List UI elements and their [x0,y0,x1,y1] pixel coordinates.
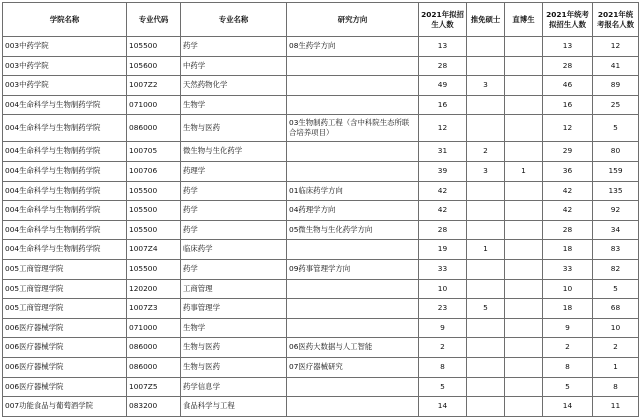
cell-exam-enrollment: 29 [543,142,593,162]
cell-college: 004生命科学与生物制药学院 [3,220,127,240]
cell-recommended-master [467,95,505,115]
cell-exam-applicants: 5 [593,279,639,299]
header-row [3,3,639,37]
cell-college: 005工商管理学院 [3,299,127,319]
cell-research-direction [287,397,419,417]
cell-recommended-master [467,56,505,76]
cell-research-direction [287,377,419,397]
header-recommended-master: 推免硕士 [467,3,505,37]
cell-recommended-master: 2 [467,142,505,162]
cell-recommended-master [467,201,505,221]
cell-college: 006医疗器械学院 [3,338,127,358]
cell-planned-enrollment: 42 [419,201,467,221]
cell-major-name: 药事管理学 [181,299,287,319]
cell-direct-phd [505,279,543,299]
cell-research-direction: 09药事管理学方向 [287,259,419,279]
cell-research-direction [287,142,419,162]
table-row [3,201,639,221]
cell-planned-enrollment: 28 [419,220,467,240]
cell-planned-enrollment: 9 [419,318,467,338]
cell-major-code: 083200 [127,397,181,417]
header-major-name: 专业名称 [181,3,287,37]
cell-research-direction [287,56,419,76]
cell-planned-enrollment: 8 [419,357,467,377]
cell-college: 005工商管理学院 [3,259,127,279]
header-planned-enrollment: 2021年拟招生人数 [419,3,467,37]
cell-research-direction [287,299,419,319]
table-row [3,95,639,115]
cell-major-code: 105500 [127,201,181,221]
cell-college: 004生命科学与生物制药学院 [3,95,127,115]
cell-direct-phd [505,201,543,221]
cell-research-direction: 04药理学方向 [287,201,419,221]
cell-major-name: 生物与医药 [181,338,287,358]
cell-major-code: 086000 [127,115,181,142]
cell-direct-phd [505,299,543,319]
cell-major-name: 药学 [181,37,287,57]
table-row [3,318,639,338]
cell-exam-applicants: 12 [593,37,639,57]
cell-major-name: 药理学 [181,161,287,181]
cell-exam-enrollment: 14 [543,397,593,417]
table-row [3,56,639,76]
cell-exam-applicants: 89 [593,76,639,96]
cell-direct-phd [505,357,543,377]
cell-major-code: 1007Z2 [127,76,181,96]
cell-direct-phd [505,76,543,96]
cell-major-name: 生物学 [181,318,287,338]
cell-planned-enrollment: 2 [419,338,467,358]
table-row [3,76,639,96]
cell-major-code: 120200 [127,279,181,299]
cell-major-code: 1007Z5 [127,377,181,397]
cell-recommended-master [467,357,505,377]
cell-college: 004生命科学与生物制药学院 [3,181,127,201]
cell-recommended-master [467,259,505,279]
cell-exam-applicants: 41 [593,56,639,76]
cell-research-direction: 06医药大数据与人工智能 [287,338,419,358]
cell-major-code: 105600 [127,56,181,76]
cell-exam-enrollment: 36 [543,161,593,181]
cell-exam-enrollment: 42 [543,201,593,221]
cell-college: 006医疗器械学院 [3,377,127,397]
cell-exam-enrollment: 18 [543,299,593,319]
cell-major-code: 1007Z4 [127,240,181,260]
cell-exam-applicants: 83 [593,240,639,260]
cell-planned-enrollment: 13 [419,37,467,57]
cell-exam-enrollment: 28 [543,220,593,240]
cell-recommended-master [467,279,505,299]
table-row [3,338,639,358]
cell-exam-applicants: 68 [593,299,639,319]
cell-major-code: 105500 [127,181,181,201]
table-row [3,115,639,142]
cell-research-direction: 03生物制药工程（含中科院生态所联合培养项目） [287,115,419,142]
cell-recommended-master [467,181,505,201]
table-row [3,220,639,240]
table-row [3,397,639,417]
cell-major-name: 药学信息学 [181,377,287,397]
cell-exam-applicants: 2 [593,338,639,358]
cell-major-name: 食品科学与工程 [181,397,287,417]
cell-exam-enrollment: 12 [543,115,593,142]
cell-major-name: 临床药学 [181,240,287,260]
cell-college: 004生命科学与生物制药学院 [3,240,127,260]
cell-research-direction: 08生药学方向 [287,37,419,57]
cell-major-name: 微生物与生化药学 [181,142,287,162]
cell-planned-enrollment: 10 [419,279,467,299]
cell-recommended-master [467,220,505,240]
table-row [3,259,639,279]
header-college: 学院名称 [3,3,127,37]
cell-research-direction: 01临床药学方向 [287,181,419,201]
cell-planned-enrollment: 33 [419,259,467,279]
cell-planned-enrollment: 19 [419,240,467,260]
table-row [3,142,639,162]
header-research-direction: 研究方向 [287,3,419,37]
cell-major-name: 药学 [181,259,287,279]
cell-major-code: 105500 [127,220,181,240]
cell-major-code: 086000 [127,357,181,377]
cell-major-code: 071000 [127,95,181,115]
cell-major-name: 生物与医药 [181,357,287,377]
cell-planned-enrollment: 14 [419,397,467,417]
cell-direct-phd [505,95,543,115]
cell-recommended-master: 5 [467,299,505,319]
cell-college: 003中药学院 [3,56,127,76]
cell-research-direction [287,76,419,96]
cell-research-direction [287,318,419,338]
cell-research-direction [287,279,419,299]
admissions-table [2,2,639,417]
cell-college: 004生命科学与生物制药学院 [3,161,127,181]
cell-planned-enrollment: 12 [419,115,467,142]
cell-exam-enrollment: 13 [543,37,593,57]
cell-exam-enrollment: 16 [543,95,593,115]
cell-exam-applicants: 10 [593,318,639,338]
cell-exam-enrollment: 10 [543,279,593,299]
cell-direct-phd [505,318,543,338]
cell-exam-enrollment: 8 [543,357,593,377]
cell-recommended-master [467,318,505,338]
header-exam-enrollment: 2021年统考拟招生人数 [543,3,593,37]
table-row [3,181,639,201]
cell-exam-enrollment: 2 [543,338,593,358]
cell-planned-enrollment: 42 [419,181,467,201]
cell-major-name: 中药学 [181,56,287,76]
cell-recommended-master: 1 [467,240,505,260]
cell-major-code: 1007Z3 [127,299,181,319]
cell-planned-enrollment: 31 [419,142,467,162]
cell-planned-enrollment: 23 [419,299,467,319]
cell-direct-phd [505,259,543,279]
cell-exam-enrollment: 42 [543,181,593,201]
cell-college: 007功能食品与葡萄酒学院 [3,397,127,417]
cell-college: 004生命科学与生物制药学院 [3,201,127,221]
cell-direct-phd [505,377,543,397]
cell-direct-phd: 1 [505,161,543,181]
cell-exam-applicants: 159 [593,161,639,181]
cell-exam-enrollment: 5 [543,377,593,397]
cell-recommended-master: 3 [467,161,505,181]
cell-planned-enrollment: 49 [419,76,467,96]
cell-recommended-master [467,115,505,142]
cell-college: 006医疗器械学院 [3,318,127,338]
cell-exam-applicants: 92 [593,201,639,221]
cell-exam-enrollment: 46 [543,76,593,96]
cell-research-direction [287,240,419,260]
cell-major-name: 药学 [181,201,287,221]
cell-major-code: 071000 [127,318,181,338]
cell-exam-enrollment: 18 [543,240,593,260]
cell-major-code: 086000 [127,338,181,358]
cell-research-direction: 05微生物与生化药学方向 [287,220,419,240]
cell-direct-phd [505,338,543,358]
cell-exam-enrollment: 33 [543,259,593,279]
cell-planned-enrollment: 16 [419,95,467,115]
cell-recommended-master [467,338,505,358]
table-row [3,299,639,319]
cell-direct-phd [505,220,543,240]
cell-exam-applicants: 11 [593,397,639,417]
cell-exam-applicants: 82 [593,259,639,279]
cell-direct-phd [505,115,543,142]
cell-direct-phd [505,142,543,162]
table-row [3,279,639,299]
cell-college: 006医疗器械学院 [3,357,127,377]
header-exam-applicants: 2021年统考报名人数 [593,3,639,37]
header-major-code: 专业代码 [127,3,181,37]
cell-recommended-master: 3 [467,76,505,96]
cell-research-direction: 07医疗器械研究 [287,357,419,377]
cell-recommended-master [467,377,505,397]
cell-direct-phd [505,37,543,57]
cell-direct-phd [505,397,543,417]
cell-exam-applicants: 135 [593,181,639,201]
cell-college: 004生命科学与生物制药学院 [3,142,127,162]
cell-exam-applicants: 8 [593,377,639,397]
cell-exam-enrollment: 9 [543,318,593,338]
cell-exam-enrollment: 28 [543,56,593,76]
cell-exam-applicants: 34 [593,220,639,240]
cell-college: 005工商管理学院 [3,279,127,299]
cell-major-name: 工商管理 [181,279,287,299]
cell-college: 003中药学院 [3,76,127,96]
table-row [3,161,639,181]
cell-recommended-master [467,397,505,417]
cell-major-code: 100706 [127,161,181,181]
cell-direct-phd [505,240,543,260]
table-row [3,240,639,260]
cell-planned-enrollment: 5 [419,377,467,397]
cell-major-name: 药学 [181,181,287,201]
cell-exam-applicants: 25 [593,95,639,115]
cell-college: 004生命科学与生物制药学院 [3,115,127,142]
table-row [3,37,639,57]
cell-college: 003中药学院 [3,37,127,57]
cell-exam-applicants: 1 [593,357,639,377]
cell-research-direction [287,95,419,115]
cell-major-name: 生物学 [181,95,287,115]
cell-recommended-master [467,37,505,57]
cell-major-code: 100705 [127,142,181,162]
table-row [3,377,639,397]
cell-major-code: 105500 [127,37,181,57]
cell-exam-applicants: 5 [593,115,639,142]
cell-planned-enrollment: 28 [419,56,467,76]
cell-major-code: 105500 [127,259,181,279]
cell-major-name: 天然药物化学 [181,76,287,96]
table-row [3,357,639,377]
cell-direct-phd [505,56,543,76]
header-direct-phd: 直博生 [505,3,543,37]
cell-major-name: 药学 [181,220,287,240]
cell-exam-applicants: 80 [593,142,639,162]
cell-planned-enrollment: 39 [419,161,467,181]
cell-direct-phd [505,181,543,201]
table-body [3,37,639,417]
cell-major-name: 生物与医药 [181,115,287,142]
cell-research-direction [287,161,419,181]
